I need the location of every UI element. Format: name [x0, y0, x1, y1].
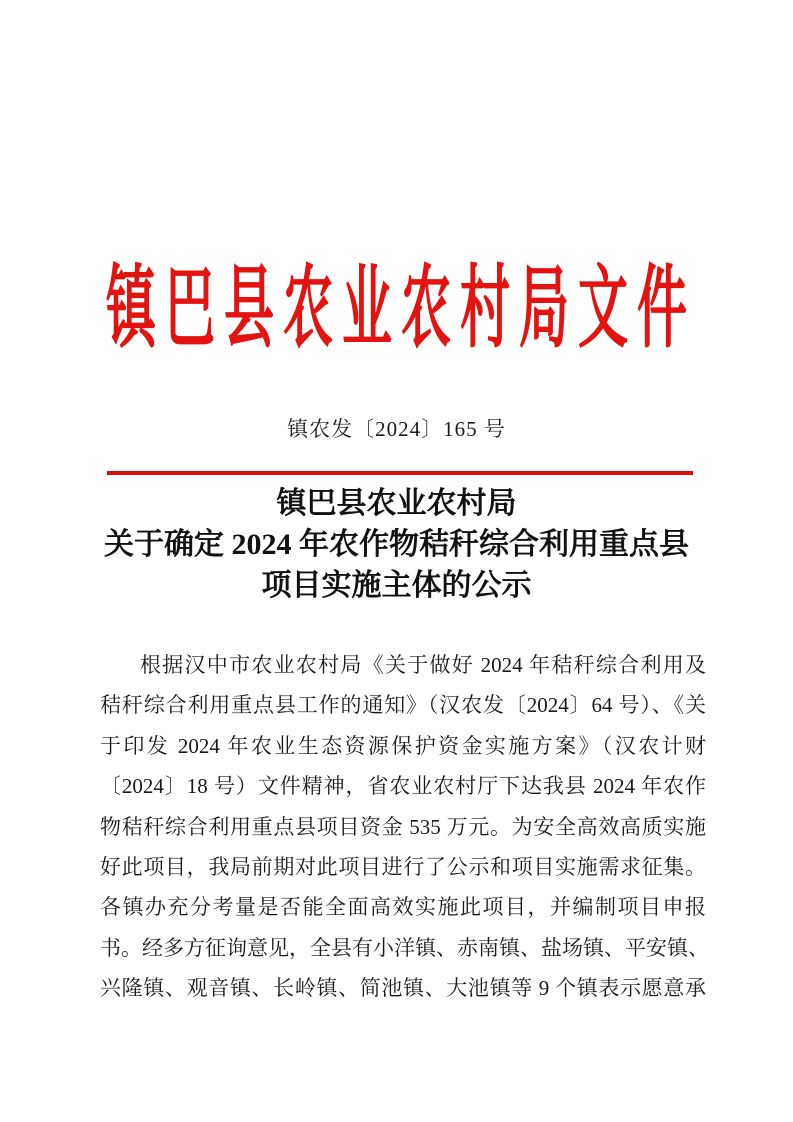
- body-line: 秸秆综合利用重点县工作的通知》（汉农发〔2024〕64 号）、《关: [100, 693, 706, 718]
- body-line: 于印发 2024 年农业生态资源保护资金实施方案》（汉农计财: [100, 733, 706, 758]
- masthead-title: 镇巴县农业农村局文件: [106, 257, 696, 359]
- body-line: 物秸秆综合利用重点县项目资金 535 万元。为安全高效高质实施: [100, 814, 706, 839]
- body-line: 根据汉中市农业农村局《关于做好 2024 年秸秆综合利用及: [140, 653, 706, 677]
- body-line: 各镇办充分考量是否能全面高效实施此项目，并编制项目申报: [100, 895, 706, 920]
- body-line: 书。经多方征询意见，全县有小洋镇、赤南镇、盐场镇、平安镇、: [100, 935, 709, 960]
- red-divider-line: [107, 471, 693, 475]
- body-line: 兴隆镇、观音镇、长岭镇、简池镇、大池镇等 9 个镇表示愿意承: [100, 976, 706, 1001]
- masthead: [0, 257, 793, 359]
- body-line: 好此项目，我局前期对此项目进行了公示和项目实施需求征集。: [100, 855, 706, 880]
- document-heading: [0, 483, 793, 606]
- heading-line: 关于确定 2024 年农作物秸秆综合利用重点县: [104, 528, 689, 561]
- body-line: 〔2024〕18 号）文件精神，省农业农村厅下达我县 2024 年农作: [100, 774, 706, 799]
- heading-line: 项目实施主体的公示: [261, 569, 532, 602]
- doc-number: 镇农发〔2024〕165 号: [287, 417, 506, 441]
- heading-line: 镇巴县农业农村局: [276, 487, 517, 520]
- body-paragraph: [100, 645, 709, 1009]
